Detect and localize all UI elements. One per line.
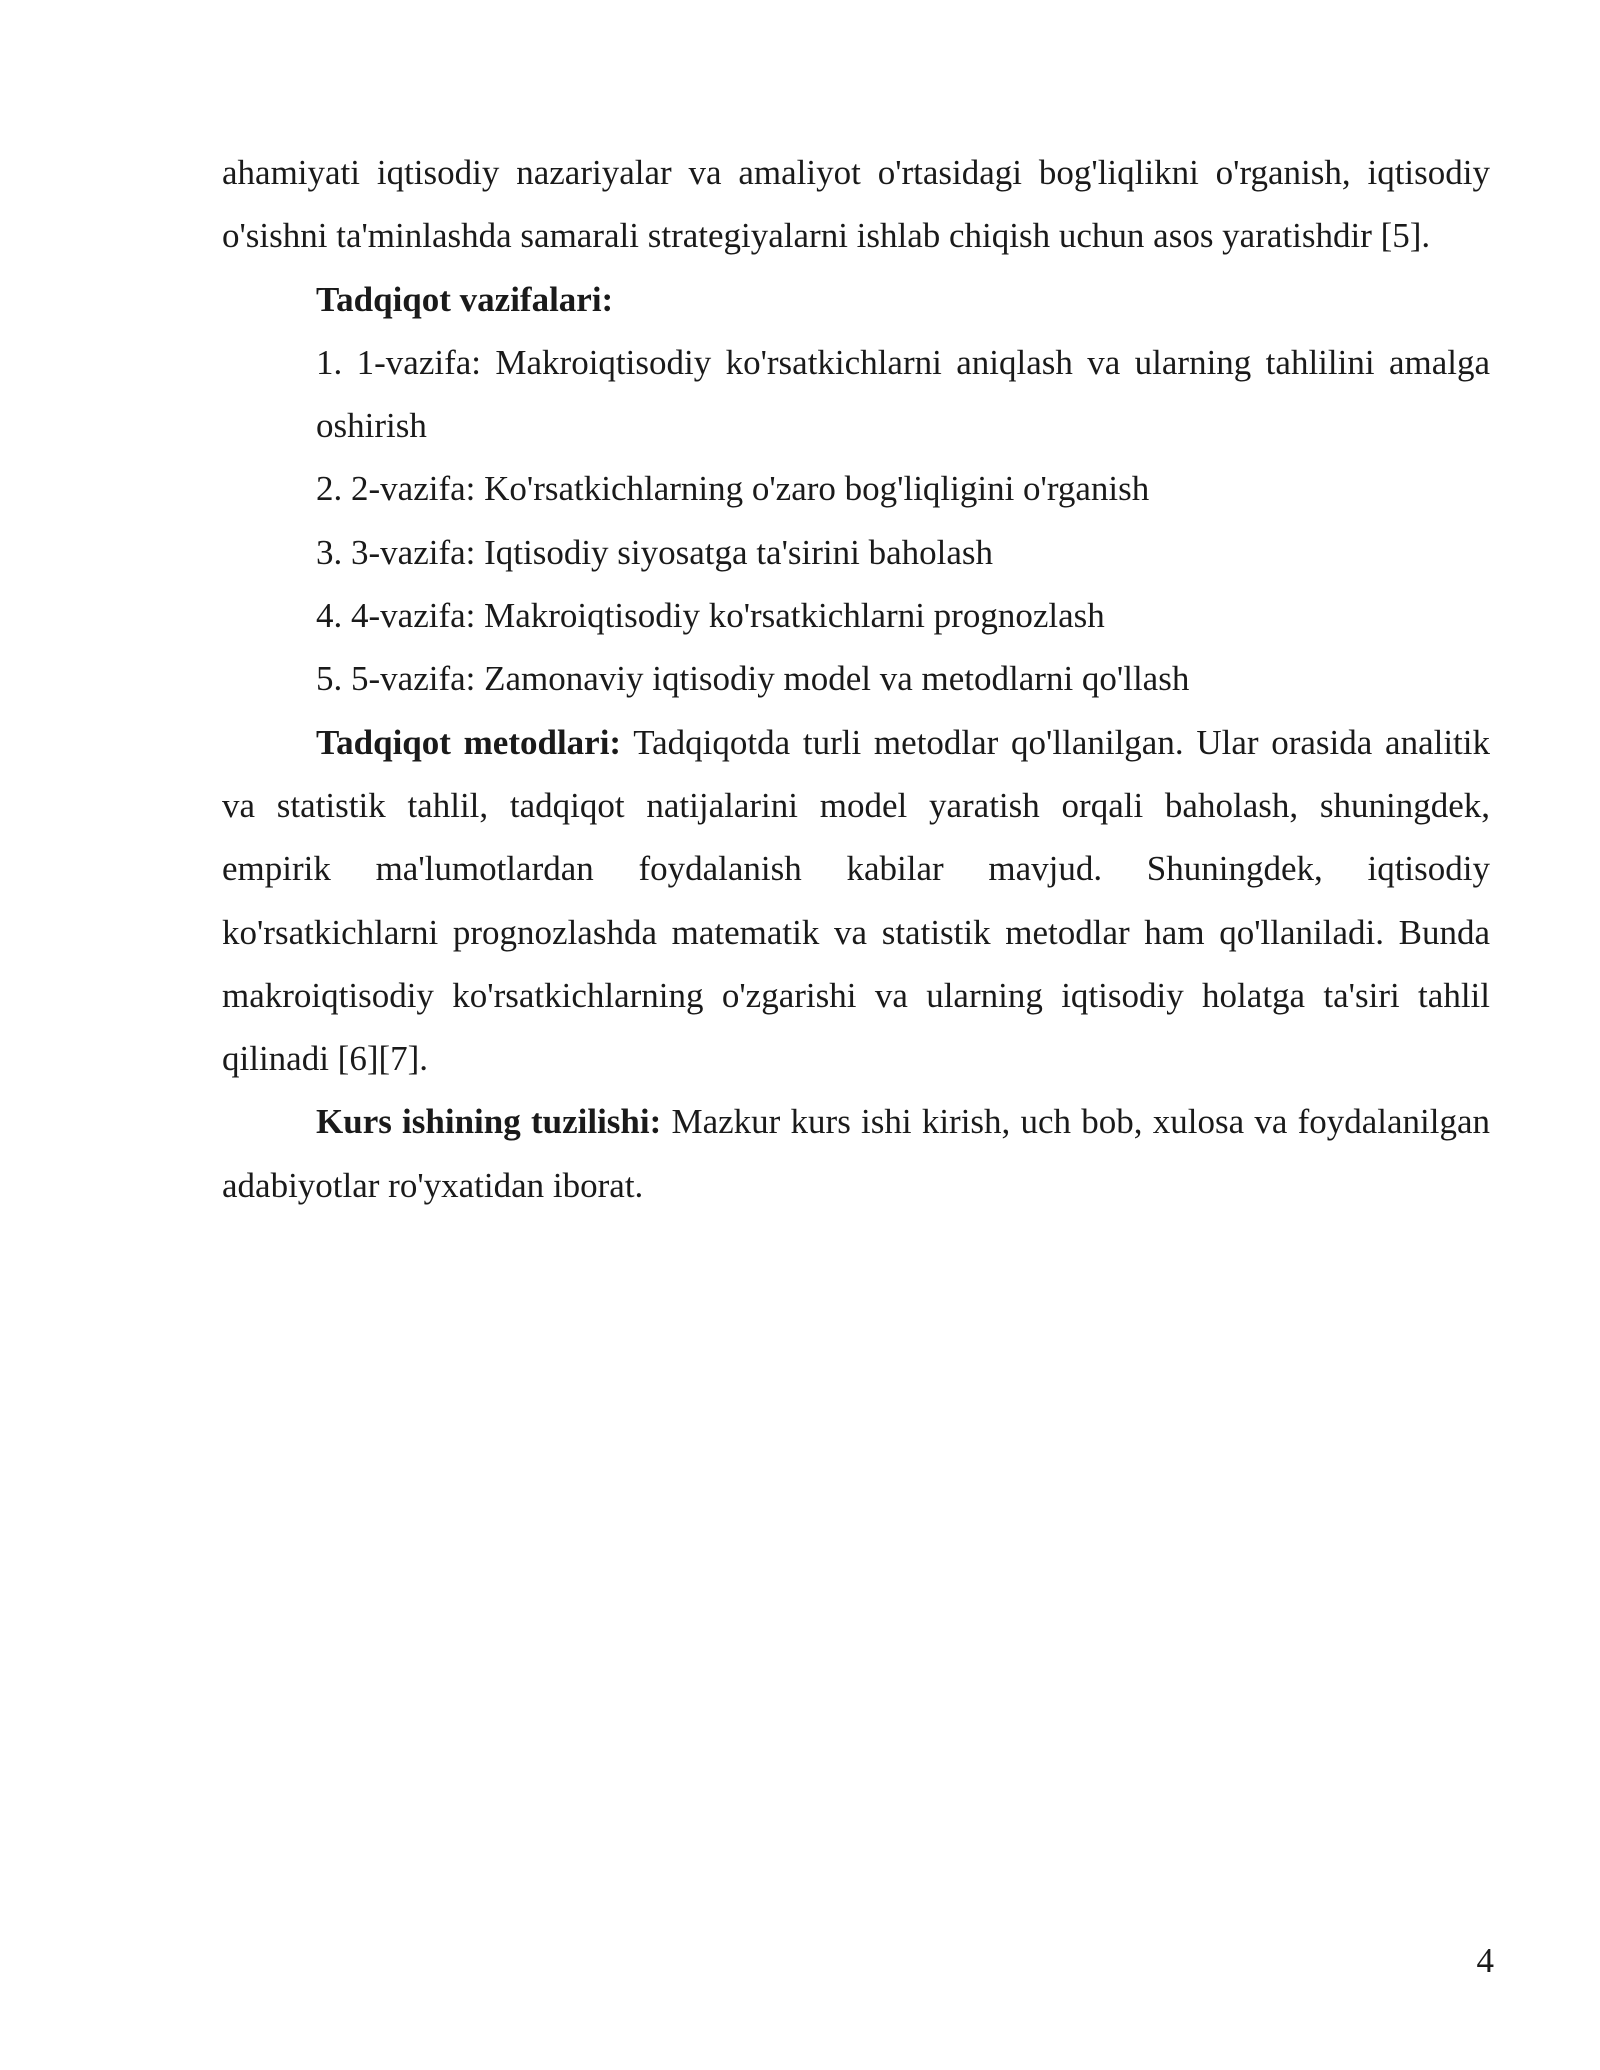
- structure-heading: Kurs ishining tuzilishi:: [316, 1102, 662, 1142]
- task-item-5: 5. 5-vazifa: Zamonaviy iqtisodiy model va metodlarni qo'llash: [316, 659, 1190, 699]
- task-item-2: 2. 2-vazifa: Ko'rsatkichlarning o'zaro bog'liqligini o'rganish: [316, 469, 1150, 509]
- page-number: 4: [1476, 1941, 1494, 1980]
- structure-paragraph: [222, 1090, 1490, 1217]
- tasks-list: [222, 331, 1490, 711]
- page-content: [222, 141, 1490, 1217]
- task-item-1: 1. 1-vazifa: Makroiqtisodiy ko'rsatkichlarni aniqlash va ularning tahlilini amalga oshirish: [316, 342, 1490, 446]
- structure-text: Mazkur kurs ishi kirish, uch bob, xulosa va foydalanilgan adabiyotlar ro'yxatidan iborat.: [222, 1102, 1491, 1205]
- methods-text: Tadqiqotda turli metodlar qo'llanilgan. Ular orasida analitik va statistik tahlil, tadqiqot natijalarini model yaratish orqali baholash, shuningdek, empirik ma'lumotlardan foydalanish kabilar mavjud. Shuningdek, iqtisodiy ko'rsatkichlarni prognozlashda matematik va statistik metodlar ham qo'llaniladi. Bunda makroiqtisodiy ko'rsatkichlarning o'zgarishi va ularning iqtisodiy holatga ta'siri tahlil qilinadi [6][7].: [222, 722, 1490, 1079]
- tasks-heading: Tadqiqot vazifalari:: [316, 279, 614, 319]
- methods-paragraph: [222, 711, 1490, 1091]
- task-item-3: 3. 3-vazifa: Iqtisodiy siyosatga ta'sirini baholash: [316, 532, 993, 572]
- task-item-4: 4. 4-vazifa: Makroiqtisodiy ko'rsatkichlarni prognozlash: [316, 596, 1105, 636]
- intro-paragraph: ahamiyati iqtisodiy nazariyalar va amaliyot o'rtasidagi bog'liqlikni o'rganish, iqtisodiy o'sishni ta'minlashda samarali strategiyalarni ishlab chiqish uchun asos yaratishdir [5].: [222, 153, 1490, 256]
- methods-heading: Tadqiqot metodlari:: [316, 722, 622, 762]
